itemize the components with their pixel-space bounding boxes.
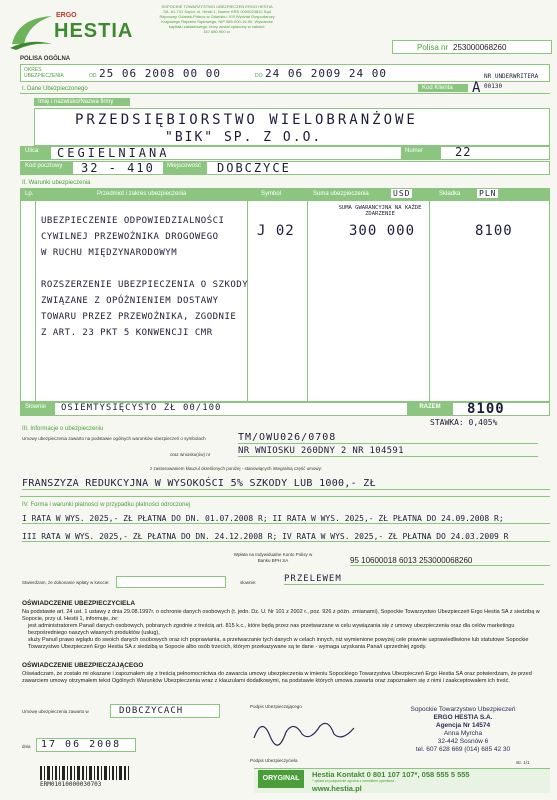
policy-number-box xyxy=(392,40,552,54)
form-title: POLISA OGÓLNA xyxy=(20,56,71,62)
col-divider xyxy=(307,201,308,401)
stamp-line: Agencja Nr 14574 xyxy=(435,722,491,729)
period-from[interactable]: 25 06 2008 00 00 xyxy=(99,67,221,80)
paid-label: Stwierdzam, że dokonanie wpłaty w kwocie: xyxy=(22,580,110,585)
street-label: Ulica xyxy=(21,147,51,159)
sum-note: SUMA GWARANCYJNA NA KAŻDE ZDARZENIE xyxy=(338,205,422,217)
declaration-bullet-1: jest administratorem Pana/i danych osobowych, pobranych zgodnie z treścią art. 815 k.c., które będą przez nas przetwarzane w celu wywiązania się z umowy ubezpieczenia oraz dla celów marketingu bezpośredniego naszych własnych produktów (usług), xyxy=(28,623,515,636)
policy-number-label: Polisa nr xyxy=(417,43,449,52)
period-label: OKRES UBEZPIECZENIA xyxy=(24,67,64,79)
section-3-title: III. Informacje o ubezpieczeniu xyxy=(22,426,104,432)
extra-label: z zastosowaniem klauzul określonych poniżej - stanowiących integralną część umowy: xyxy=(150,466,323,471)
subject-line: W RUCHU MIĘDZYNARODOWYM xyxy=(41,248,178,258)
divider xyxy=(20,496,550,497)
city-label: Miejscowość xyxy=(163,162,207,174)
premium-value: 8100 xyxy=(475,223,513,239)
total-value: 8100 xyxy=(467,401,505,417)
rate-note: STAWKA: 0,405% xyxy=(430,418,498,427)
col-sum: Suma ubezpieczenia xyxy=(313,191,369,197)
section-1-title: I. Dane Ubezpieczonego xyxy=(22,86,88,92)
date-label: dnia xyxy=(22,744,31,749)
subject-line: CYWILNEJ PRZEWOŹNIKA DROGOWEGO xyxy=(41,232,219,242)
sign-insurer-label: Podpis Ubezpieczającego xyxy=(250,704,302,709)
subject-block-1 xyxy=(41,213,224,261)
clauses-value: TM/OWU026/0708 xyxy=(238,432,538,444)
stamp-line: Sopockie Towarzystwo Ubezpieczeń xyxy=(410,706,516,713)
agent-stamp xyxy=(388,706,538,754)
brand-name: HESTIA xyxy=(54,20,134,42)
insured-name-line1[interactable]: PRZEDSIĘBIORSTWO WIELOBRANŻOWE xyxy=(75,112,418,128)
method-value: PRZELEWEM xyxy=(284,574,544,585)
subject-line: ZWIĄZANE Z OPÓŹNIENIEM DOSTAWY xyxy=(41,296,219,306)
col-divider xyxy=(429,201,430,401)
subject-line: Z ART. 23 PKT 5 KONWENCJI CMR xyxy=(41,328,213,338)
col-symbol: Symbol xyxy=(261,191,282,197)
declaration-title-2: OŚWIADCZENIE UBEZPIECZAJĄCEGO xyxy=(22,662,144,669)
page-number: str. 1/1 xyxy=(516,760,530,765)
city-value[interactable]: DOBCZYCE xyxy=(217,161,291,175)
subject-block-2 xyxy=(41,277,248,341)
paid-amount-box[interactable] xyxy=(116,576,226,588)
sum-value: 300 000 xyxy=(349,223,416,239)
client-code-label: Kod Klienta xyxy=(418,84,468,92)
symbol-value: J 02 xyxy=(257,223,295,239)
underwriter-note: NR UNDERWRITERA 00130 xyxy=(484,73,539,90)
name-box xyxy=(34,108,550,146)
declaration-text-1: Na podstawie art. 24 ust. 1 ustawy z dnia 29.08.1997r. o ochronie danych osobowych (t. jedn. Dz. U. Nr 101 z 2002 r., poz. 926 z późn. zmianami), Sopockie Towarzystwo Ubezpieczeń Ergo Hestia SA z siedzibą w Sopocie, przy ul. Hestii 1, informuje, że: xyxy=(22,609,540,622)
franchise-value: FRANSZYZA REDUKCYJNA W WYSOKOŚCI 5% SZKODY LUB 1000,- ZŁ xyxy=(22,478,550,490)
place-label: Umowę ubezpieczenia zawarto w xyxy=(22,709,89,714)
name-label: Imię i nazwisko/Nazwa firmy xyxy=(34,98,130,106)
total-label: RAZEM xyxy=(407,403,453,415)
sum-currency: USD xyxy=(393,189,411,198)
street-row xyxy=(20,146,550,160)
premium-currency: PLN xyxy=(479,189,497,198)
barcode-icon xyxy=(40,766,130,780)
number-value[interactable]: 22 xyxy=(455,145,472,159)
section-4-title: IV. Forma i warunki płatności w przypadku płatności odroczonej xyxy=(22,502,191,508)
period-row xyxy=(20,64,550,82)
subject-line: TOWARU PRZEZ PRZEWOŹNIKA, ZGODNIE xyxy=(41,312,237,322)
number-label: Numer xyxy=(401,147,441,159)
street-value[interactable]: CEGIELNIANA xyxy=(57,146,170,160)
words-value: OSIEMTYSIĘCYSTO ZŁ 00/100 xyxy=(61,403,222,413)
subject-line: UBEZPIECZENIE ODPOWIEDZIALNOŚCI xyxy=(41,216,225,226)
words-label: Słownie xyxy=(21,403,55,415)
stamp-line: ERGO HESTIA S.A. xyxy=(433,714,493,721)
col-premium: Składka xyxy=(439,191,461,197)
section-2-title: II. Warunki ubezpieczenia xyxy=(22,180,91,186)
stamp-line: Anna Myrcha xyxy=(443,730,483,737)
postal-row xyxy=(20,161,550,175)
from-label: OD xyxy=(89,73,97,79)
installments-line2: III RATA W WYS. 2025,- ZŁ PŁATNA DO DN. 24.12.2008 R; IV RATA W WYS. 2025,- ZŁ PŁATNA DO 24.03.2009 R xyxy=(22,532,550,542)
brand-small: ERGO xyxy=(56,12,77,19)
hotline-note: * opłata za połączenie zgodna z cennikiem operatora xyxy=(312,779,395,783)
clauses-label: Umowy ubezpieczenia zawarto na podstawie ogólnych warunków ubezpieczeń o symbolach xyxy=(22,436,206,441)
postal-label: Kod pocztowy xyxy=(21,162,73,174)
account-number: 95 10600018 6013 253000068260 xyxy=(350,556,550,566)
client-code[interactable]: A xyxy=(472,80,482,96)
stamp-line: tel. 607 628 669 (014) 685 42 30 xyxy=(415,746,511,753)
stamp-line: 32-442 Sosnów 6 xyxy=(437,738,489,745)
hotline: Hestia Kontakt 0 801 107 107*, 058 555 5 555 xyxy=(312,770,470,779)
conditions-table xyxy=(20,188,550,402)
declaration-bullet-2: służy Panu/i prawo wglądu do swoich danych osobowych oraz ich poprawiania, a przetwarzanie tych danych w celach innych, niż wymienione powyżej cele prawnie usprawiedliwione lub statutowe Sopockie Towarzystwo Ubezpieczeń Ergo Hestia SA z siedzibą w Sopocie albo osób trzecich, którym przekazywane są te dane - wymaga uzyskania Pana/i uprzedniej zgody. xyxy=(28,637,529,650)
date-box[interactable] xyxy=(36,738,136,752)
website-link[interactable]: www.hestia.pl xyxy=(312,784,362,793)
col-divider xyxy=(35,201,36,401)
col-lp: Lp. xyxy=(25,191,34,197)
declaration-text-2: Oświadczam, że zostało mi okazane i zapoznałem się z treścią pełnomocnictwa do zawarcia umowy ubezpieczenia w imieniu Sopockiego Towarzystwa Ubezpieczeń Ergo Hestia SA oraz potwierdzam, że przed zawarciem umowy otrzymałem tekst Ogólnych Warunków Ubezpieczenia wraz z klauzulami dodatkowymi, na podstawie których umowa zawarta oraz zapoznałem się z nimi i zaakceptowałem ich treść. xyxy=(22,671,532,684)
place-box[interactable] xyxy=(110,704,220,718)
col-subject: Przedmiot i zakres ubezpieczenia xyxy=(97,191,187,197)
installments-line1: I RATA W WYS. 2025,- ZŁ PŁATNA DO DN. 01.07.2008 R; II RATA W WYS. 2025,- ZŁ PŁATNA DO 24.09.2008 R; xyxy=(22,514,550,524)
date-value: 17 06 2008 xyxy=(41,739,122,750)
declaration-title-1: OŚWIADCZENIE UBEZPIECZYCIELA xyxy=(22,600,136,607)
policy-number: 253000068260 xyxy=(453,43,507,52)
postal-value[interactable]: 32 - 410 xyxy=(81,161,155,175)
original-badge: ORYGINAŁ xyxy=(258,770,304,788)
method-label: słownie: xyxy=(240,580,257,585)
sign-agent-label: Podpis Ubezpieczyciela xyxy=(250,758,298,763)
hestia-logo-icon xyxy=(8,14,54,50)
barcode-text: ERM01010000030703 xyxy=(40,781,102,788)
place-value: DOBCZYCACH xyxy=(119,706,184,716)
signature-icon xyxy=(250,712,360,748)
divider xyxy=(20,93,550,94)
account-label: Wpłata na Indywidualne Konto Polisy w Banku BPH SA xyxy=(233,552,313,563)
company-info: SOPOCKIE TOWARZYSTWO UBEZPIECZEŃ ERGO HESTIA SA, 81-731 Sopot, ul. Hestii 1, Numer KRS 0000024812 Sąd Rejonowy Gdańsk-Północ w Gdańsku, VIII Wydział Gospodarczy Krajowego Rejestru Sądowego, NIP 585-000-16-90. Wysokość kapitału zakładowego, który został opłacony w całości: 167.680.900 zł. xyxy=(159,4,275,34)
subject-line: ROZSZERZENIE UBEZPIECZENIA O SZKODY xyxy=(41,280,249,290)
period-to[interactable]: 24 06 2009 24 00 xyxy=(265,67,387,80)
words-row xyxy=(20,402,550,416)
application-value: NR WNIOSKU 260DNY 2 NR 104591 xyxy=(238,446,538,457)
to-label: DO xyxy=(255,73,263,79)
insured-name-line2[interactable]: "BIK" SP. Z O.O. xyxy=(165,130,323,145)
application-label: oraz wniosku(ów) nr xyxy=(170,452,211,457)
